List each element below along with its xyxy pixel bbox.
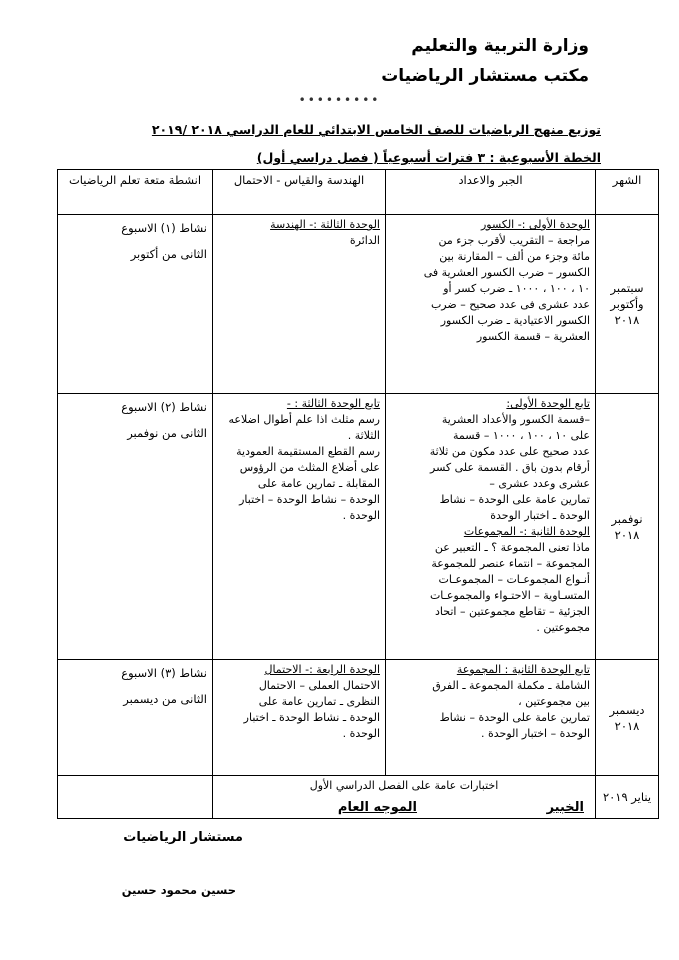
- header-activities: انشطة متعة تعلم الرياضيات: [58, 170, 213, 215]
- content-line: عدد صحيح على عدد مكون من ثلاثة: [429, 445, 590, 458]
- content-line: الوحدة ـ نشاط الوحدة ـ اختبار: [243, 711, 380, 724]
- month-cell: ديسمبر ٢٠١٨: [596, 660, 659, 776]
- expert-signature-label: الخبير: [546, 800, 584, 815]
- activity-line: الثانى من ديسمبر: [123, 692, 207, 706]
- unit-title: الوحدة الثانية :- المجموعات: [463, 525, 590, 538]
- content-line: الوحدة – نشاط الوحدة – اختبار: [239, 493, 380, 506]
- unit-title: تابع الوحدة الثالثة : -: [286, 397, 380, 410]
- content-line: –قسمة الكسور والأعداد العشرية: [441, 413, 590, 426]
- content-line: النظرى ـ تمارين عامة على: [258, 695, 380, 708]
- table-row: [58, 215, 659, 394]
- activity-line: نشاط (١) الاسبوع: [121, 221, 207, 235]
- content-line: ماذا تعنى المجموعة ؟ ـ التعبير عن: [434, 541, 590, 554]
- activity-line: الثانى من نوفمبر: [127, 426, 207, 440]
- content-line: مراجعة – التقريب لأقرب جزء من: [438, 234, 590, 247]
- content-line: ١٠ ، ١٠٠ ، ١٠٠٠ ـ ضرب كسر أو: [443, 282, 590, 295]
- content-line: أرقام بدون باق . القسمة على كسر: [430, 461, 590, 474]
- activity-line: الثانى من أكتوبر: [130, 247, 207, 261]
- geometry-cell: [213, 215, 386, 394]
- activity-cell: [58, 215, 213, 394]
- algebra-cell: [386, 660, 596, 776]
- month-cell: نوفمبر ٢٠١٨: [596, 394, 659, 660]
- content-line: الوحدة – اختبار الوحدة .: [481, 727, 590, 740]
- month-cell: سبتمبر وأكتوبر ٢٠١٨: [596, 215, 659, 394]
- activity-cell: [58, 660, 213, 776]
- algebra-cell: [386, 394, 596, 660]
- content-line: الكسور الاعتيادية ـ ضرب الكسور: [440, 314, 590, 327]
- content-line: الوحدة ـ اختبار الوحدة: [490, 509, 590, 522]
- plan-subtitle: الخطة الأسبوعية : ٣ فترات أسبوعياً ( فصل دراسي أول): [256, 150, 601, 165]
- ministry-name: وزارة التربية والتعليم: [411, 36, 589, 56]
- content-line: مجموعتين .: [536, 621, 590, 634]
- unit-title: تابع الوحدة الأولى:: [506, 397, 590, 410]
- month-cell: يناير ٢٠١٩: [596, 776, 659, 819]
- content-line: العشرية – قسمة الكسور: [476, 330, 590, 343]
- unit-title: الوحدة الأولى :- الكسور: [480, 218, 590, 231]
- content-line: عدد عشرى فى عدد صحيح – ضرب: [430, 298, 590, 311]
- content-line: الوحدة .: [342, 727, 380, 740]
- content-line: أنـواع المجموعـات – المجموعـات: [438, 573, 590, 586]
- content-line: على ١٠ ، ١٠٠ ، ١٠٠٠ – قسمة: [453, 429, 590, 442]
- geometry-cell: [213, 660, 386, 776]
- activity-line: نشاط (٣) الاسبوع: [121, 666, 207, 680]
- header-geometry: الهندسة والقياس - الاحتمال: [213, 170, 386, 215]
- content-line: الوحدة .: [342, 509, 380, 522]
- activity-line: نشاط (٢) الاسبوع: [121, 400, 207, 414]
- content-line: تمارين عامة على الوحدة – نشاط: [439, 493, 590, 506]
- advisor-name: حسين محمود حسين: [121, 883, 236, 897]
- activity-cell: [58, 394, 213, 660]
- content-line: رسم مثلث اذا علم أطوال اضلاعه: [228, 413, 380, 426]
- content-line: تمارين عامة على الوحدة – نشاط: [439, 711, 590, 724]
- content-line: الدائرة: [349, 234, 380, 247]
- table-header-row: [58, 170, 659, 215]
- content-line: الجزئية – تقاطع مجموعتين – اتحاد: [434, 605, 590, 618]
- table-row: [58, 660, 659, 776]
- unit-title: الوحدة الثالثة :- الهندسة: [270, 218, 380, 231]
- curriculum-table: [57, 169, 659, 819]
- advisor-title: مستشار الرياضيات: [123, 830, 243, 845]
- content-line: عشرى وعدد عشرى –: [489, 477, 590, 490]
- content-line: المجموعة – انتماء عنصر للمجموعة: [431, 557, 590, 570]
- unit-title: الوحدة الرابعة :- الاحتمال: [264, 663, 380, 676]
- content-line: الكسور – ضرب الكسور العشرية فى: [423, 266, 590, 279]
- office-name: مكتب مستشار الرياضيات: [381, 66, 589, 86]
- table-row: [58, 394, 659, 660]
- separator-dots: •••••••••: [298, 93, 381, 107]
- algebra-cell: [386, 215, 596, 394]
- exam-cell: اختبارات عامة على الفصل الدراسي الأول: [213, 776, 596, 819]
- content-line: بين مجموعتين ،: [518, 695, 590, 708]
- header-month: الشهر: [596, 170, 659, 215]
- content-line: المقابلة ـ تمارين عامة على: [257, 477, 380, 490]
- content-line: مائة وجزء من ألف – المقارنة بين: [439, 250, 590, 263]
- content-line: الشاملة ـ مكملة المجموعة ـ الفرق: [432, 679, 590, 692]
- document-title: توزيع منهج الرياضيات للصف الخامس الابتدائي للعام الدراسي ٢٠١٨ /٢٠١٩: [151, 122, 601, 137]
- content-line: المتسـاوية – الاحتـواء والمجموعـات: [429, 589, 590, 602]
- unit-title: تابع الوحدة الثانية : المجموعة: [456, 663, 590, 676]
- geometry-cell: [213, 394, 386, 660]
- header-algebra: الجبر والاعداد: [386, 170, 596, 215]
- content-line: الثلاثة .: [347, 429, 380, 442]
- content-line: رسم القطع المستقيمة العمودية: [236, 445, 380, 458]
- supervisor-signature-label: الموجه العام: [337, 800, 417, 815]
- empty-cell: [58, 776, 213, 819]
- content-line: على أضلاع المثلث من الرؤوس: [239, 461, 380, 474]
- content-line: الاحتمال العملى – الاحتمال: [258, 679, 380, 692]
